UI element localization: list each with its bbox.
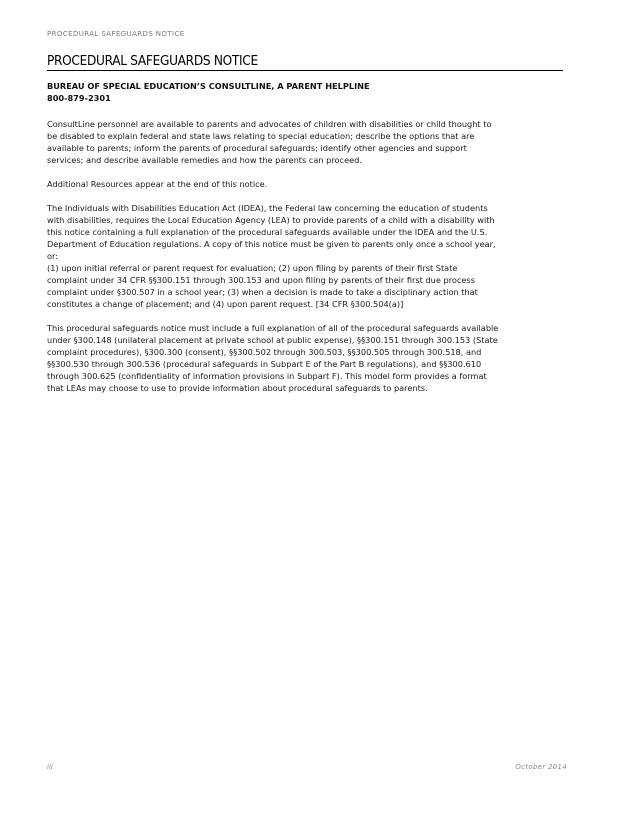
text-line: This procedural safeguards notice must include a full explanation of all of the procedural safeguards available xyxy=(47,323,499,333)
text-line: under §300.148 (unilateral placement at private school at public expense), §§300.151 through 300.153 (State xyxy=(47,335,498,345)
text-line: through 300.625 (confidentiality of information provisions in Subpart F). This model form provides a format xyxy=(47,371,487,381)
text-line: available to parents; inform the parents of procedural safeguards; identify other agencies and support xyxy=(47,143,467,153)
paragraph-idea xyxy=(47,202,567,310)
text-line: §§300.530 through 300.536 (procedural safeguards in Subpart E of the Part B regulations), and §§300.610 xyxy=(47,359,482,369)
text-line: (1) upon initial referral or parent request for evaluation; (2) upon filing by parents of their first State xyxy=(47,263,458,273)
text-line: that LEAs may choose to use to provide information about procedural safeguards to parents. xyxy=(47,383,428,393)
paragraph-additional-resources xyxy=(47,178,567,190)
page-number: iii xyxy=(47,763,53,771)
text-line: services; and describe available remedies and how the parents can proceed. xyxy=(47,155,362,165)
paragraph-consultline xyxy=(47,118,567,166)
running-header: PROCEDURAL SAFEGUARDS NOTICE xyxy=(47,30,185,38)
text-line: ConsultLine personnel are available to parents and advocates of children with disabilities or child thought to xyxy=(47,119,492,129)
text-line: complaint under §300.507 in a school year; (3) when a decision is made to take a disciplinary action that xyxy=(47,287,478,297)
paragraph-notice-contents xyxy=(47,322,567,394)
text-line: constitutes a change of placement; and (4) upon parent request. [34 CFR §300.504(a)] xyxy=(47,299,404,309)
helpline-title: BUREAU OF SPECIAL EDUCATION’S CONSULTLINE, A PARENT HELPLINE xyxy=(47,81,370,91)
text-line: complaint procedures), §300.300 (consent), §§300.502 through 300.503, §§300.505 through 300.518, and xyxy=(47,347,482,357)
helpline-phone: 800-879-2301 xyxy=(47,93,111,103)
page-title: PROCEDURAL SAFEGUARDS NOTICE xyxy=(47,53,563,71)
footer-date: October 2014 xyxy=(515,763,567,771)
text-line: or: xyxy=(47,251,58,261)
text-line: Additional Resources appear at the end of this notice. xyxy=(47,179,268,189)
text-line: with disabilities, requires the Local Education Agency (LEA) to provide parents of a child with a disability with xyxy=(47,215,495,225)
text-line: this notice containing a full explanation of the procedural safeguards available under the IDEA and the U.S. xyxy=(47,227,488,237)
helpline-heading xyxy=(47,80,370,104)
text-line: be disabled to explain federal and state laws relating to special education; describe the options that are xyxy=(47,131,475,141)
text-line: The Individuals with Disabilities Education Act (IDEA), the Federal law concerning the education of students xyxy=(47,203,488,213)
text-line: Department of Education regulations. A copy of this notice must be given to parents only once a school year, xyxy=(47,239,496,249)
text-line: complaint under 34 CFR §§300.151 through 300.153 and upon filing by parents of their first due process xyxy=(47,275,475,285)
